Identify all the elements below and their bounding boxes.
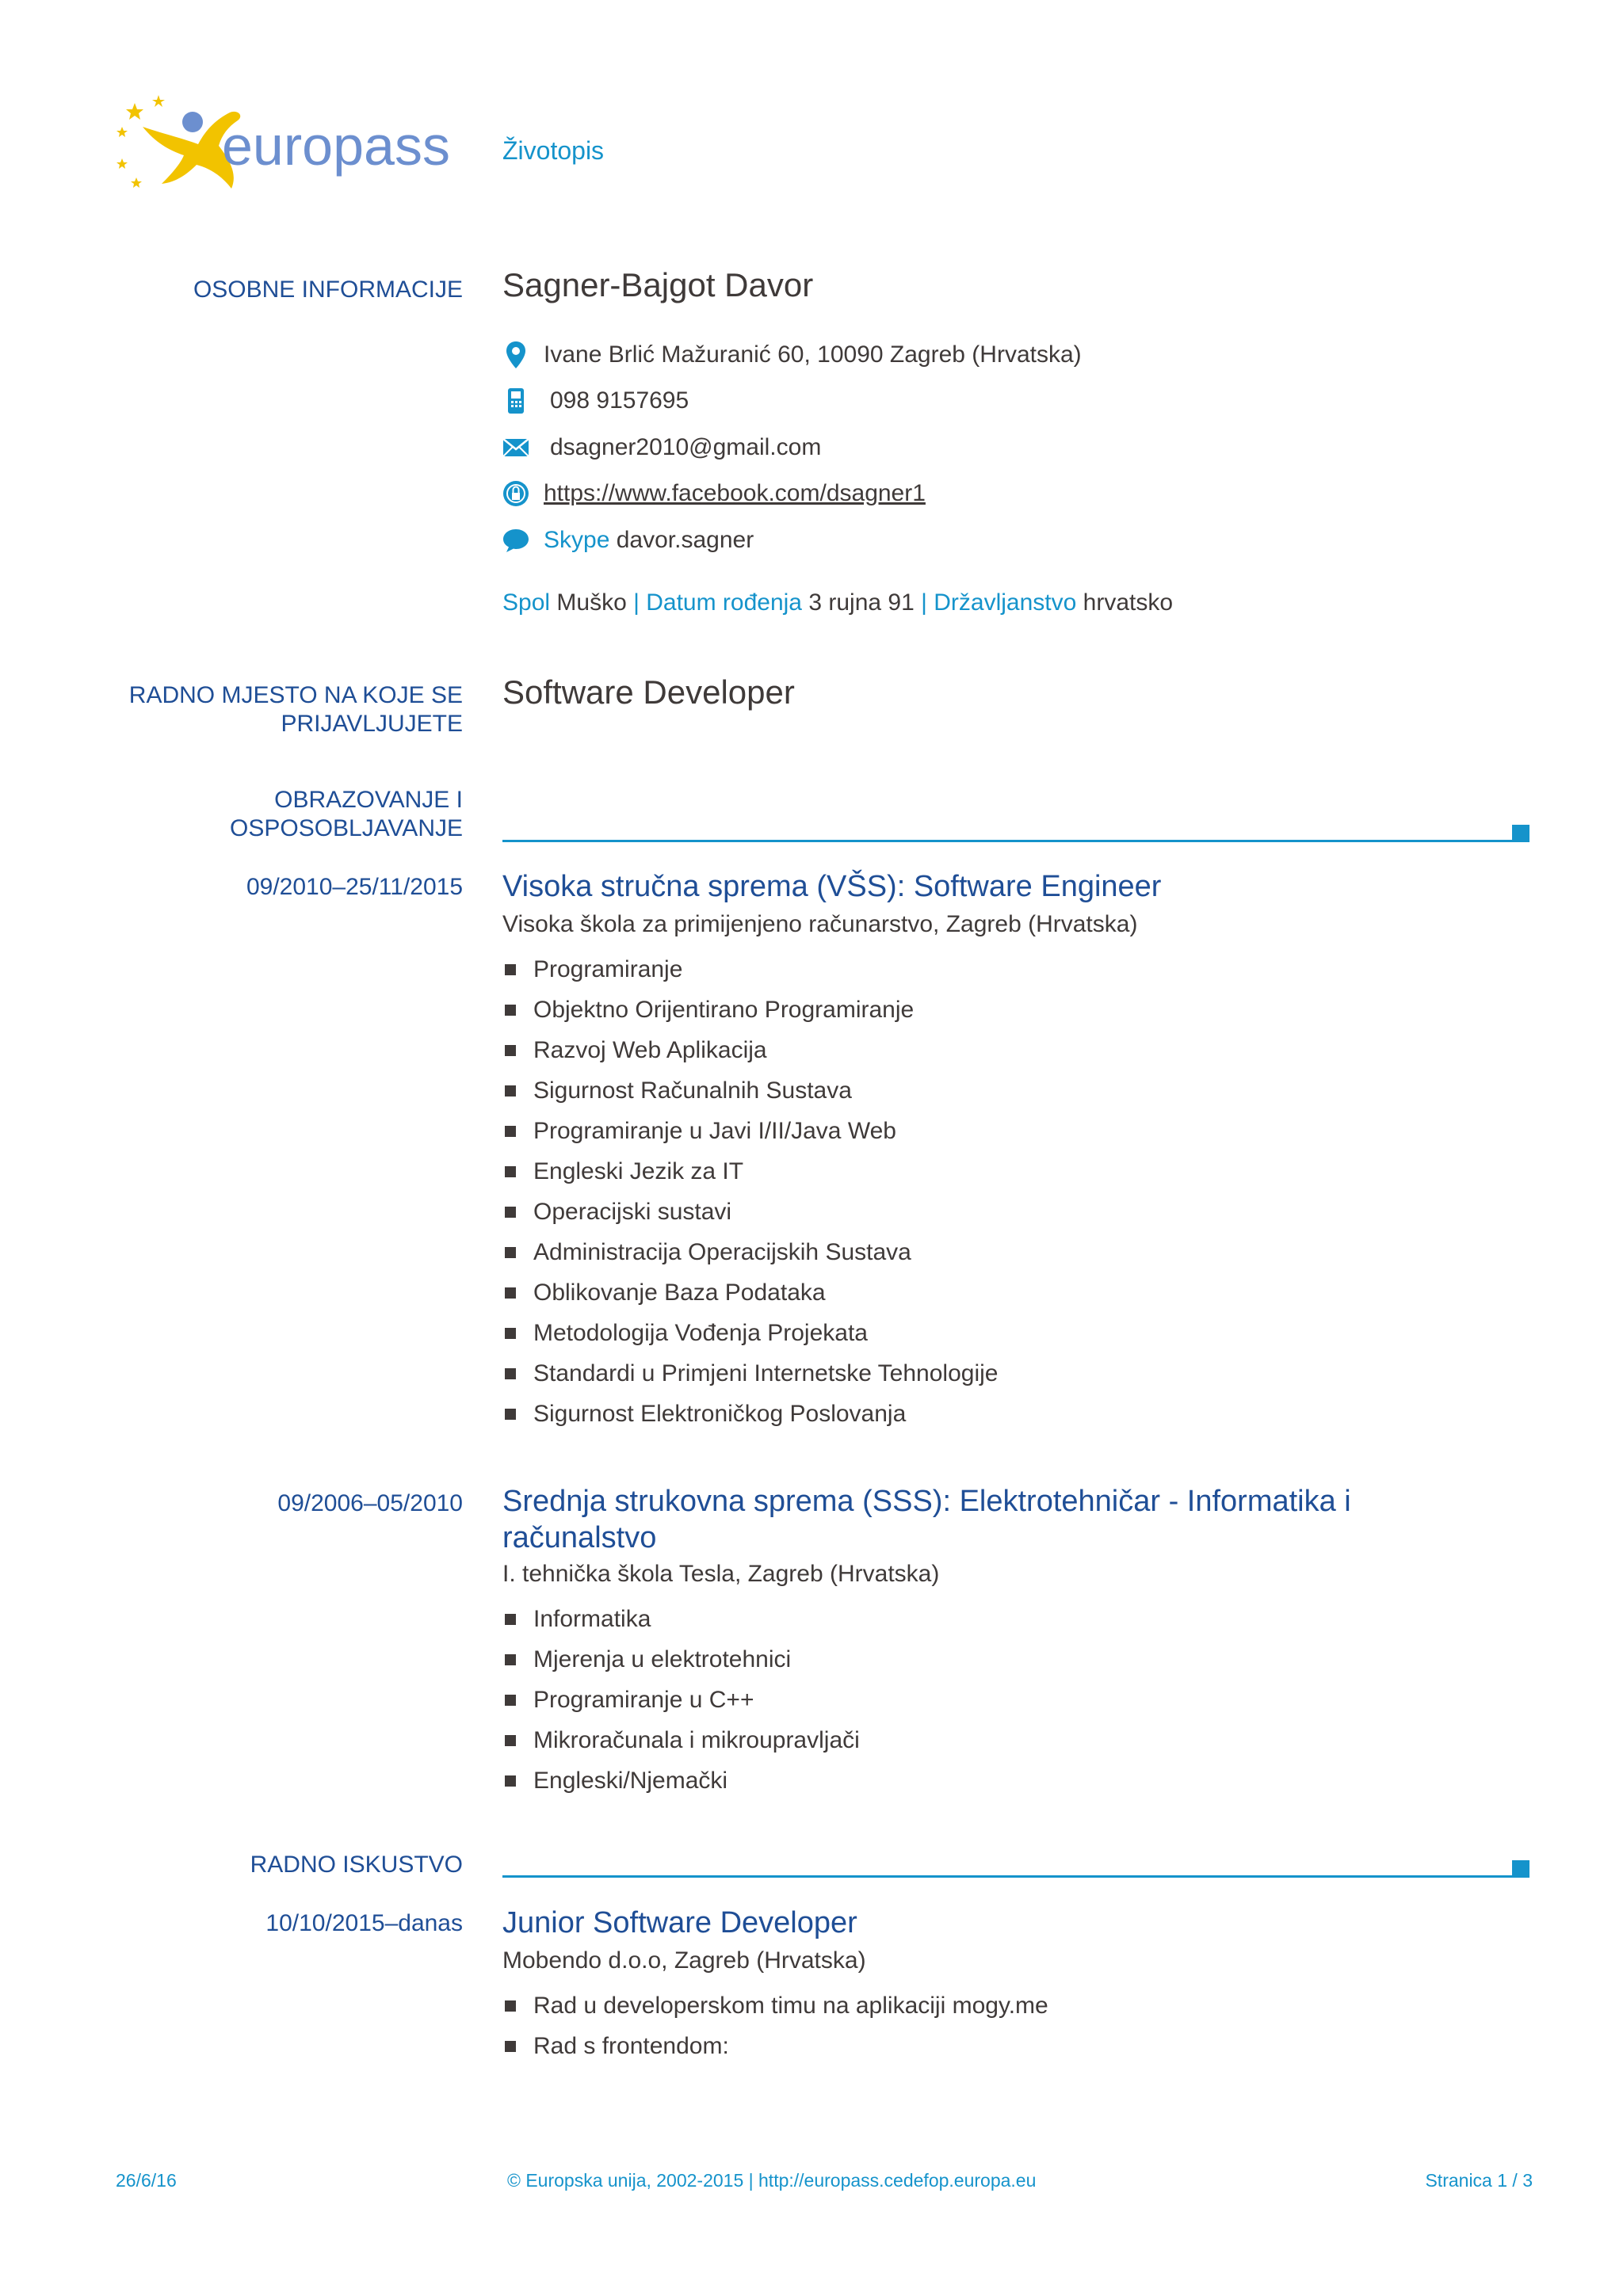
list-item: Engleski/Njemački [502, 1760, 860, 1801]
chat-bubble-icon [502, 524, 529, 556]
desired-position: Software Developer [502, 673, 795, 711]
bullet-square-icon [505, 964, 516, 975]
personal-details-line [502, 589, 1173, 616]
bullet-square-icon [505, 2041, 516, 2052]
skype-row [502, 524, 754, 556]
experience-duties-1 [502, 1985, 1048, 2066]
section-label-position-line2: PRIJAVLJUJETE [281, 711, 463, 737]
footer-page-number: Stranica 1 / 3 [1425, 2170, 1533, 2191]
bullet-square-icon [505, 1085, 516, 1097]
list-item: Metodologija Vođenja Projekata [502, 1313, 998, 1353]
list-item: Engleski Jezik za IT [502, 1151, 998, 1192]
list-item: Programiranje [502, 949, 998, 990]
education-subjects-1 [502, 949, 998, 1434]
bullet-square-icon [505, 1735, 516, 1746]
svg-text:europass: europass [222, 115, 450, 177]
list-item: Mjerenja u elektrotehnici [502, 1639, 860, 1680]
phone-row [502, 385, 689, 417]
education-section-marker [1512, 825, 1529, 842]
list-item: Programiranje u Javi I/II/Java Web [502, 1111, 998, 1151]
bullet-square-icon [505, 1368, 516, 1379]
website-row [502, 478, 926, 509]
experience-section-divider [502, 1875, 1512, 1878]
document-title: Životopis [502, 136, 605, 165]
bullet-square-icon [505, 2000, 516, 2012]
education-org-2: I. tehnička škola Tesla, Zagreb (Hrvatska) [502, 1561, 940, 1587]
address-text: Ivane Brlić Mažuranić 60, 10090 Zagreb (Hrvatska) [544, 341, 1082, 368]
list-item: Sigurnost Računalnih Sustava [502, 1070, 998, 1111]
section-label-education-line1: OBRAZOVANJE I [274, 787, 463, 813]
email-row [502, 432, 821, 463]
europass-logo-graphic [111, 89, 475, 200]
skype-value: davor.sagner [616, 527, 754, 553]
citizenship-value: hrvatsko [1083, 589, 1174, 616]
website-link[interactable]: https://www.facebook.com/dsagner1 [544, 480, 926, 506]
education-org-1: Visoka škola za primijenjeno računarstvo, Zagreb (Hrvatska) [502, 911, 1138, 937]
bullet-square-icon [505, 1409, 516, 1420]
section-label-position [0, 681, 463, 738]
bullet-square-icon [505, 1654, 516, 1665]
location-pin-icon [502, 339, 529, 371]
bullet-square-icon [505, 1775, 516, 1787]
education-title-2-line1: Srednja strukovna sprema (SSS): Elektrotehničar - Informatika i [502, 1485, 1351, 1518]
list-item: Operacijski sustavi [502, 1192, 998, 1232]
list-item: Sigurnost Elektroničkog Poslovanja [502, 1394, 998, 1434]
education-title-2 [502, 1483, 1351, 1556]
footer-date: 26/6/16 [116, 2170, 177, 2191]
email-text[interactable]: dsagner2010@gmail.com [550, 434, 822, 460]
citizenship-label: | Državljanstvo [921, 589, 1077, 616]
phone-text: 098 9157695 [550, 387, 689, 414]
bullet-square-icon [505, 1695, 516, 1706]
birth-label: | Datum rođenja [633, 589, 802, 616]
globe-lock-icon [502, 478, 529, 509]
experience-org-1: Mobendo d.o.o, Zagreb (Hrvatska) [502, 1947, 866, 1974]
education-section-divider [502, 840, 1512, 842]
bullet-square-icon [505, 1247, 516, 1258]
full-name: Sagner-Bajgot Davor [502, 266, 814, 303]
section-label-position-line1: RADNO MJESTO NA KOJE SE [128, 682, 463, 708]
list-item: Programiranje u C++ [502, 1680, 860, 1720]
birth-value: 3 rujna 91 [808, 589, 915, 616]
europass-logo [111, 89, 475, 200]
list-item: Objektno Orijentirano Programiranje [502, 990, 998, 1030]
experience-title-1: Junior Software Developer [502, 1906, 857, 1939]
list-item: Oblikovanje Baza Podataka [502, 1272, 998, 1313]
list-item: Razvoj Web Aplikacija [502, 1030, 998, 1070]
envelope-icon [502, 432, 529, 463]
footer-copyright[interactable]: © Europska unija, 2002-2015 | http://europass.cedefop.europa.eu [507, 2170, 1037, 2191]
bullet-square-icon [505, 1287, 516, 1299]
section-label-personal: OSOBNE INFORMACIJE [193, 277, 463, 303]
education-dates-1: 09/2010–25/11/2015 [246, 874, 463, 900]
list-item: Standardi u Primjeni Internetske Tehnologije [502, 1353, 998, 1394]
list-item: Informatika [502, 1599, 860, 1639]
bullet-square-icon [505, 1614, 516, 1625]
list-item: Rad s frontendom: [502, 2026, 1048, 2066]
bullet-square-icon [505, 1045, 516, 1056]
address-row [502, 339, 1082, 371]
gender-value: Muško [556, 589, 627, 616]
gender-label: Spol [502, 589, 551, 616]
skype-label: Skype [544, 527, 610, 553]
mobile-phone-icon [502, 385, 529, 417]
list-item: Rad u developerskom timu na aplikaciji mogy.me [502, 1985, 1048, 2026]
section-label-education [0, 786, 463, 843]
bullet-square-icon [505, 1005, 516, 1016]
bullet-square-icon [505, 1328, 516, 1339]
education-dates-2: 09/2006–05/2010 [277, 1490, 463, 1516]
education-subjects-2 [502, 1599, 860, 1801]
education-title-1: Visoka stručna sprema (VŠS): Software Engineer [502, 870, 1162, 903]
experience-dates-1: 10/10/2015–danas [265, 1910, 463, 1936]
education-title-2-line2: računalstvo [502, 1521, 657, 1554]
experience-section-marker [1512, 1860, 1529, 1878]
bullet-square-icon [505, 1166, 516, 1177]
section-label-education-line2: OSPOSOBLJAVANJE [230, 815, 463, 841]
bullet-square-icon [505, 1207, 516, 1218]
list-item: Administracija Operacijskih Sustava [502, 1232, 998, 1272]
section-label-experience: RADNO ISKUSTVO [250, 1852, 463, 1878]
list-item: Mikroračunala i mikroupravljači [502, 1720, 860, 1760]
bullet-square-icon [505, 1126, 516, 1137]
